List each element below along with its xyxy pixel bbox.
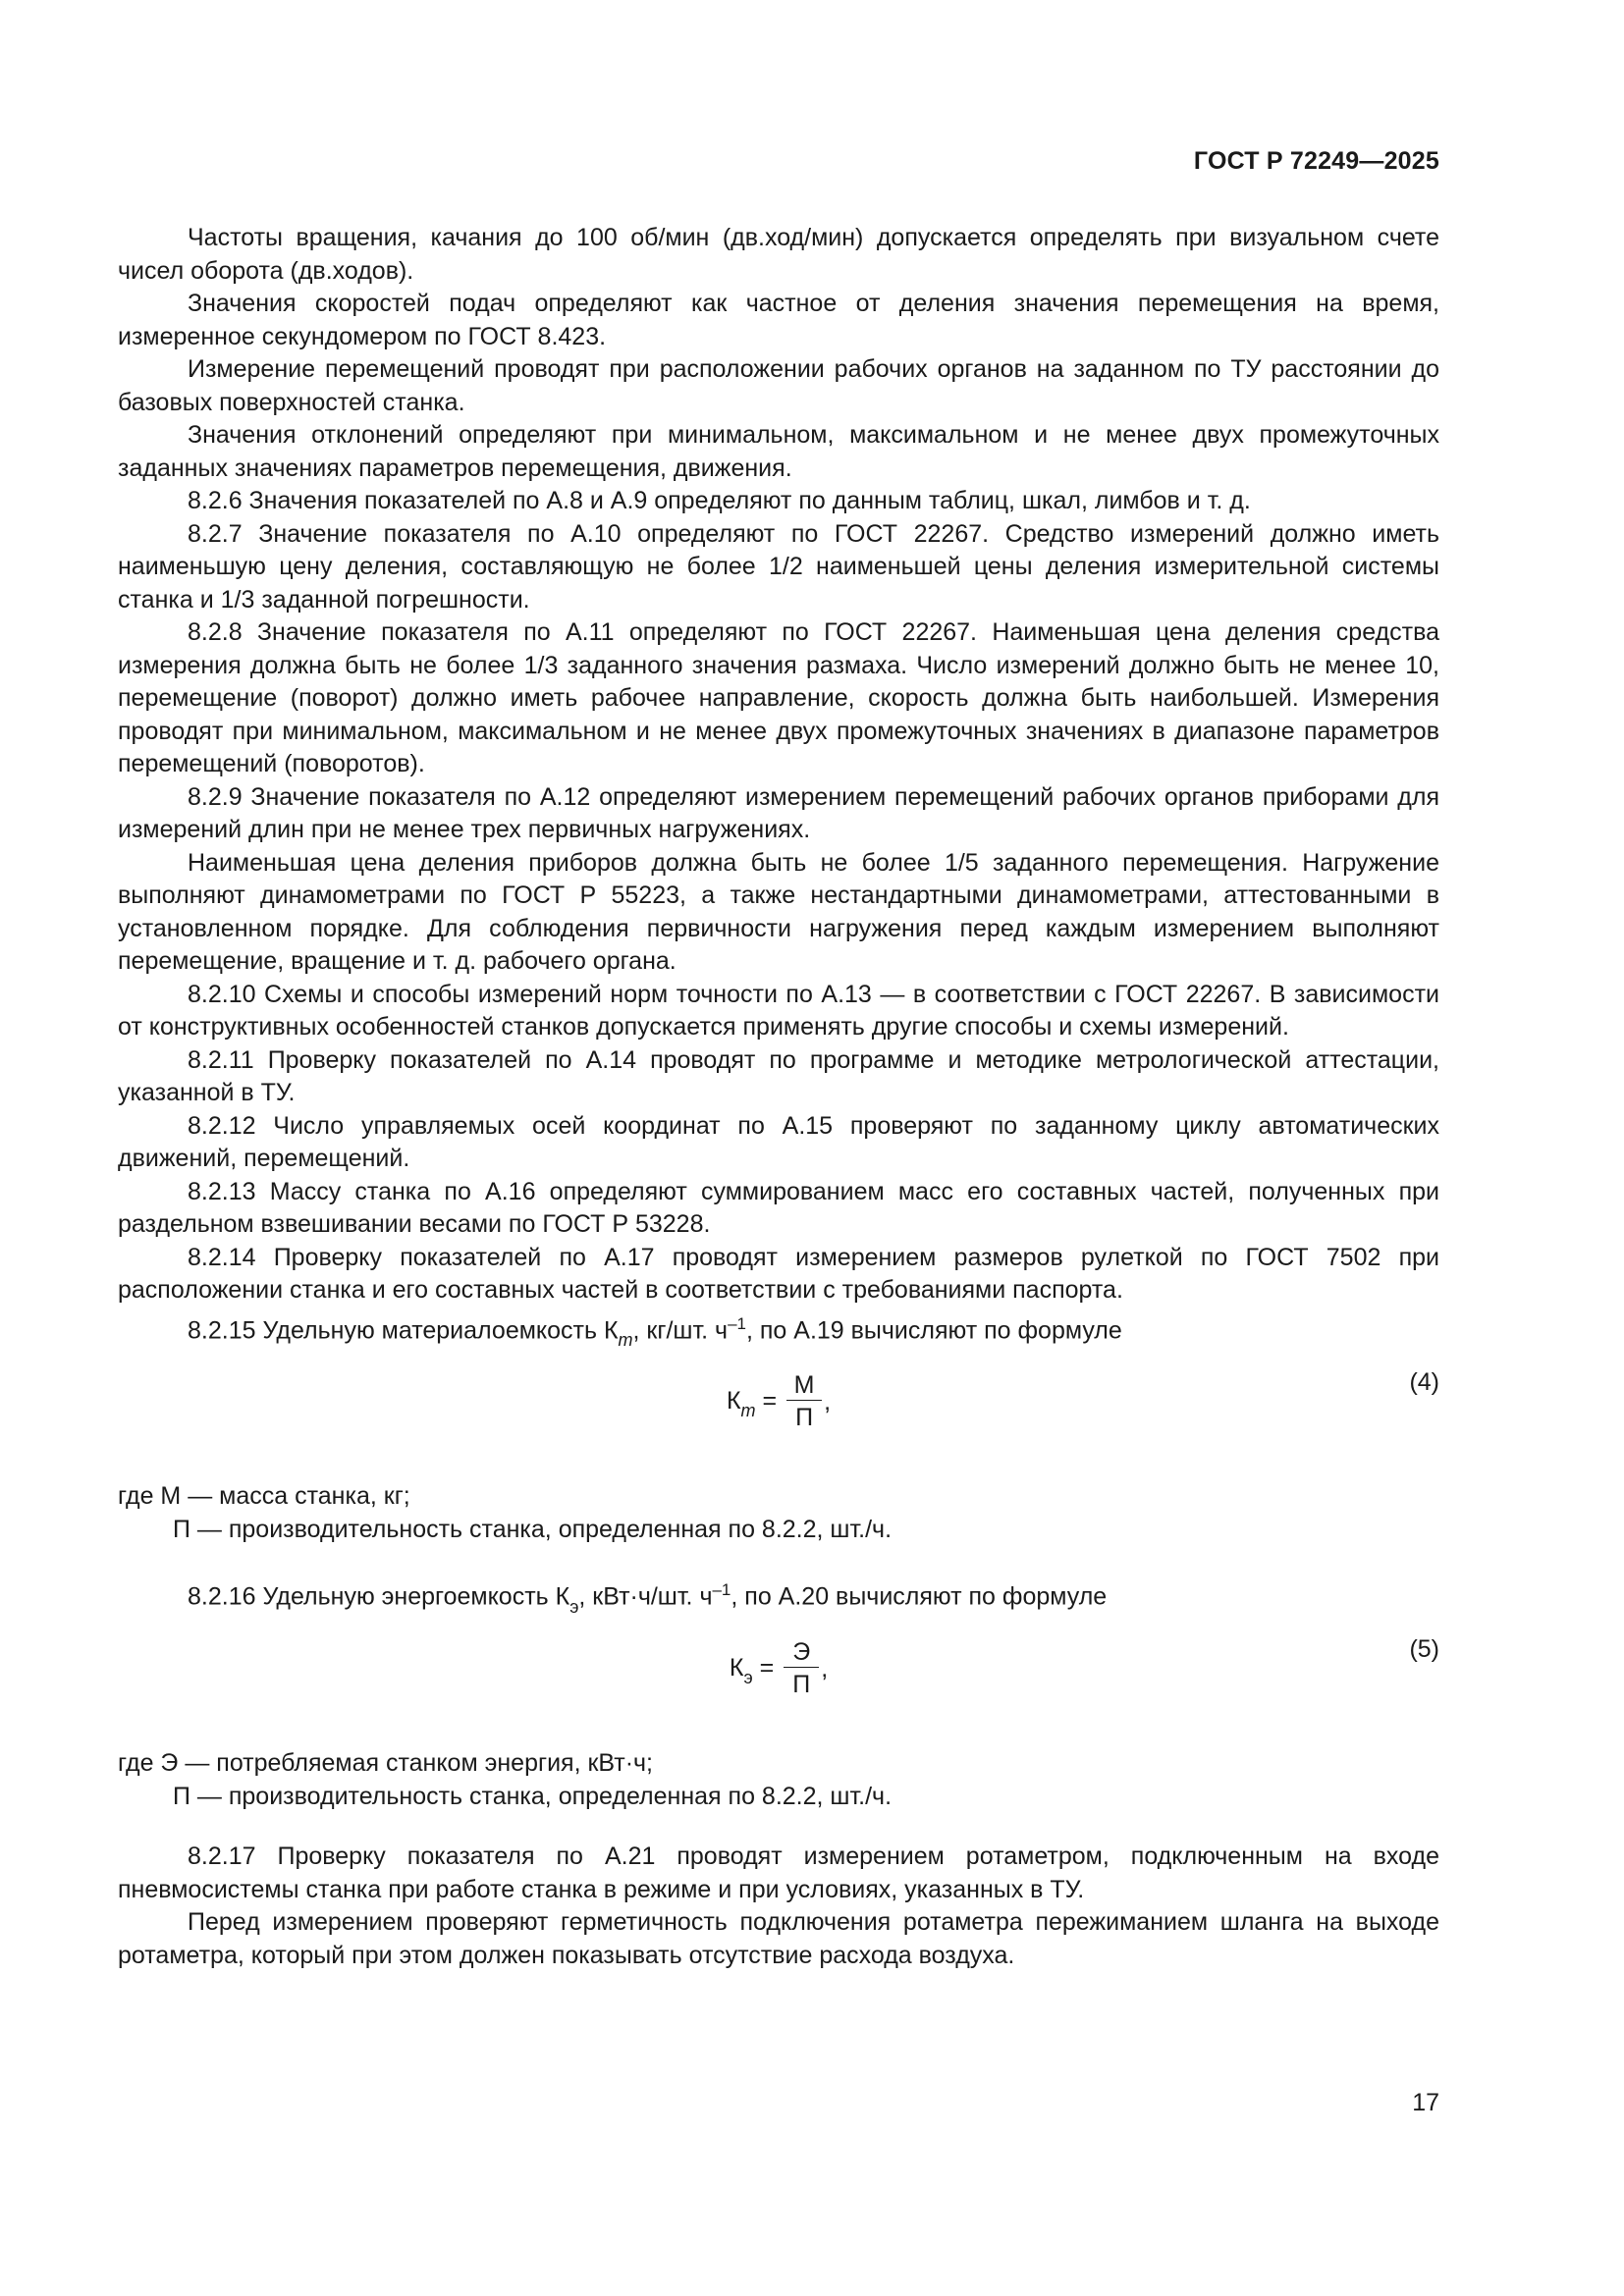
formula-4: $К_m$ = $\frac{М}{П}$ , (4) xyxy=(118,1349,1439,1480)
paragraph: 8.2.11 Проверку показателей по А.14 проводят по программе и методике метрологической аттестации, указанной в ТУ. xyxy=(118,1045,1439,1106)
paragraph: Значения отклонений определяют при минимальном, максимальном и не менее двух промежуточных заданных значениях параметров перемещения, движения. xyxy=(118,421,1439,482)
paragraph: Значения скоростей подач определяют как частное от деления значения перемещения на время, измеренное секундомером по ГОСТ 8.423. xyxy=(118,290,1439,350)
paragraph: 8.2.13 Массу станка по А.16 определяют суммированием масс его составных частей, полученных при раздельном взвешивании весами по ГОСТ Р 53228. xyxy=(118,1177,1439,1238)
page-body xyxy=(118,222,1439,1972)
fraction: $\frac{М}{П}$ xyxy=(786,1370,822,1434)
paragraph: 8.2.10 Схемы и способы измерений норм точности по А.13 — в соответствии с ГОСТ 22267. В зависимости от конструктивных особенностей станков допускается применять другие способы и схемы измерений. xyxy=(118,980,1439,1041)
where-block-4: где М — масса станка, кг; П — производительность станка, определенная по 8.2.2, шт./ч. xyxy=(118,1482,893,1543)
paragraph: 8.2.6 Значения показателей по А.8 и А.9 определяют по данным таблиц, шкал, лимбов и т. д. xyxy=(188,487,1251,514)
paragraph: 8.2.7 Значение показателя по А.10 определяют по ГОСТ 22267. Средство измерений должно иметь наименьшую цену деления, составляющую не более 1/2 наименьшей цены деления измерительной системы станка и 1/3 заданной погрешности. xyxy=(118,519,1439,614)
document-header: ГОСТ Р 72249—2025 xyxy=(1193,147,1439,175)
where-block-5: где Э — потребляемая станком энергия, кВт·ч; П — производительность станка, определенная по 8.2.2, шт./ч. xyxy=(118,1749,893,1810)
paragraph: Частоты вращения, качания до 100 об/мин (дв.ход/мин) допускается определять при визуальном счете чисел оборота (дв.ходов). xyxy=(118,224,1439,285)
paragraph-8-2-16: 8.2.16 Удельную энергоемкость $К_э$, кВт·ч/шт. $ч^{-1}$, по А.20 вычисляют по формуле xyxy=(188,1580,1108,1617)
paragraph: 8.2.12 Число управляемых осей координат по А.15 проверяют по заданному циклу автоматических движений, перемещений. xyxy=(118,1111,1439,1172)
formula-number: (5) xyxy=(1409,1635,1439,1664)
paragraph: Перед измерением проверяют герметичность подключения ротаметра пережиманием шланга на выходе ротаметра, который при этом должен показывать отсутствие расхода воздуха. xyxy=(118,1908,1439,1969)
paragraph-group-1 xyxy=(118,222,1439,1308)
formula-number: (4) xyxy=(1409,1368,1439,1397)
fraction: $\frac{Э}{П}$ xyxy=(784,1637,819,1701)
paragraph: 8.2.17 Проверку показателя по А.21 проводят измерением ротаметром, подключенным на входе пневмосистемы станка при работе станка в режиме и при условиях, указанных в ТУ. xyxy=(118,1842,1439,1903)
page-number: 17 xyxy=(1412,2089,1439,2116)
paragraph-group-2 xyxy=(118,1841,1439,1972)
paragraph: 8.2.9 Значение показателя по А.12 определяют измерением перемещений рабочих органов приборами для измерений длин при не менее трех первичных нагружениях. xyxy=(118,782,1439,843)
paragraph: 8.2.8 Значение показателя по А.11 определяют по ГОСТ 22267. Наименьшая цена деления средства измерения должна быть не более 1/3 заданного значения размаха. Число измерений должно быть не менее 10, перемещение (поворот) должно иметь рабочее направление, скорость должна быть наибольшей. Измерения проводят при минимальном, максимальном и не менее двух промежуточных значениях в диапазоне параметров перемещений (поворотов). xyxy=(118,618,1439,777)
paragraph: 8.2.14 Проверку показателей по А.17 проводят измерением размеров рулеткой по ГОСТ 7502 при расположении станка и его составных частей в соответствии с требованиями паспорта. xyxy=(118,1243,1439,1304)
paragraph-8-2-15: 8.2.15 Удельную материалоемкость $К_m$, кг/шт. $ч^{-1}$, по А.19 вычисляют по формуле xyxy=(188,1313,1122,1350)
formula-5: $К_э$ = $\frac{Э}{П}$ , (5) xyxy=(118,1616,1439,1747)
paragraph: Измерение перемещений проводят при расположении рабочих органов на заданном по ТУ расстоянии до базовых поверхностей станка. xyxy=(118,355,1439,416)
paragraph: Наименьшая цена деления приборов должна быть не более 1/5 заданного перемещения. Нагружение выполняют динамометрами по ГОСТ Р 55223, а также нестандартными динамометрами, аттестованными в установленном порядке. Для соблюдения первичности нагружения перед каждым измерением выполняют перемещение, вращение и т. д. рабочего органа. xyxy=(118,848,1439,975)
